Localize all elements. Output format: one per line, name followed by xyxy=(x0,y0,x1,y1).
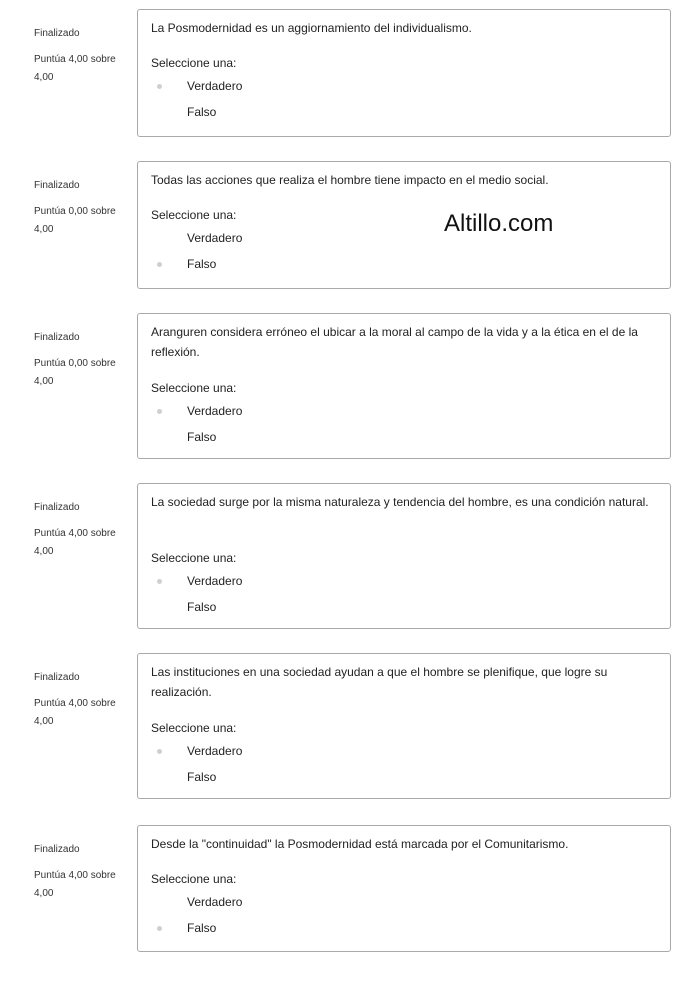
radio-selected-icon xyxy=(157,926,162,931)
question-block xyxy=(0,653,700,799)
question-text: Aranguren considera erróneo el ubicar a la moral al campo de la vida y a la ética en el de la reflexión. xyxy=(151,325,638,359)
question-state: Finalizado xyxy=(34,28,80,39)
answer-option-false[interactable]: Falso xyxy=(187,430,217,444)
answer-option-true[interactable]: Verdadero xyxy=(187,404,243,418)
radio-selected-icon xyxy=(157,409,162,414)
select-one-prompt: Seleccione una: xyxy=(151,872,237,886)
answer-option-false[interactable]: Falso xyxy=(187,105,217,119)
question-block xyxy=(0,483,700,629)
question-state: Finalizado xyxy=(34,672,80,683)
question-card xyxy=(137,825,671,952)
question-card xyxy=(137,9,671,137)
answer-option-true[interactable]: Verdadero xyxy=(187,231,243,245)
question-block xyxy=(0,825,700,952)
question-grade: Puntúa 0,00 sobre 4,00 xyxy=(34,206,116,235)
question-text: La Posmodernidad es un aggiornamiento del individualismo. xyxy=(151,21,472,35)
question-card xyxy=(137,313,671,459)
answer-option-true[interactable]: Verdadero xyxy=(187,574,243,588)
question-grade: Puntúa 0,00 sobre 4,00 xyxy=(34,358,116,387)
question-text: La sociedad surge por la misma naturaleza y tendencia del hombre, es una condición natural. xyxy=(151,495,649,509)
question-state: Finalizado xyxy=(34,332,80,343)
question-text: Desde la "continuidad" la Posmodernidad está marcada por el Comunitarismo. xyxy=(151,837,569,851)
question-block xyxy=(0,9,700,137)
select-one-prompt: Seleccione una: xyxy=(151,208,237,222)
answer-option-false[interactable]: Falso xyxy=(187,921,217,935)
question-card xyxy=(137,653,671,799)
question-text: Las instituciones en una sociedad ayudan a que el hombre se plenifique, que logre su realización. xyxy=(151,665,608,699)
select-one-prompt: Seleccione una: xyxy=(151,381,237,395)
radio-selected-icon xyxy=(157,749,162,754)
question-grade: Puntúa 4,00 sobre 4,00 xyxy=(34,698,116,727)
select-one-prompt: Seleccione una: xyxy=(151,551,237,565)
question-card xyxy=(137,161,671,289)
answer-option-false[interactable]: Falso xyxy=(187,600,217,614)
answer-option-true[interactable]: Verdadero xyxy=(187,895,243,909)
answer-option-false[interactable]: Falso xyxy=(187,257,217,271)
question-grade: Puntúa 4,00 sobre 4,00 xyxy=(34,54,116,83)
question-grade: Puntúa 4,00 sobre 4,00 xyxy=(34,870,116,899)
question-state: Finalizado xyxy=(34,502,80,513)
question-info xyxy=(34,313,130,391)
answer-option-false[interactable]: Falso xyxy=(187,770,217,784)
radio-selected-icon xyxy=(157,84,162,89)
select-one-prompt: Seleccione una: xyxy=(151,56,237,70)
question-info xyxy=(34,825,130,903)
question-block xyxy=(0,313,700,459)
answer-option-true[interactable]: Verdadero xyxy=(187,744,243,758)
question-info xyxy=(34,9,130,87)
watermark: Altillo.com xyxy=(444,210,554,237)
select-one-prompt: Seleccione una: xyxy=(151,721,237,735)
question-card xyxy=(137,483,671,629)
question-state: Finalizado xyxy=(34,180,80,191)
question-text: Todas las acciones que realiza el hombre tiene impacto en el medio social. xyxy=(151,173,549,187)
answer-option-true[interactable]: Verdadero xyxy=(187,79,243,93)
question-info xyxy=(34,653,130,731)
question-grade: Puntúa 4,00 sobre 4,00 xyxy=(34,528,116,557)
radio-selected-icon xyxy=(157,262,162,267)
radio-selected-icon xyxy=(157,579,162,584)
question-info xyxy=(34,483,130,561)
question-state: Finalizado xyxy=(34,844,80,855)
question-block xyxy=(0,161,700,289)
question-info xyxy=(34,161,130,239)
